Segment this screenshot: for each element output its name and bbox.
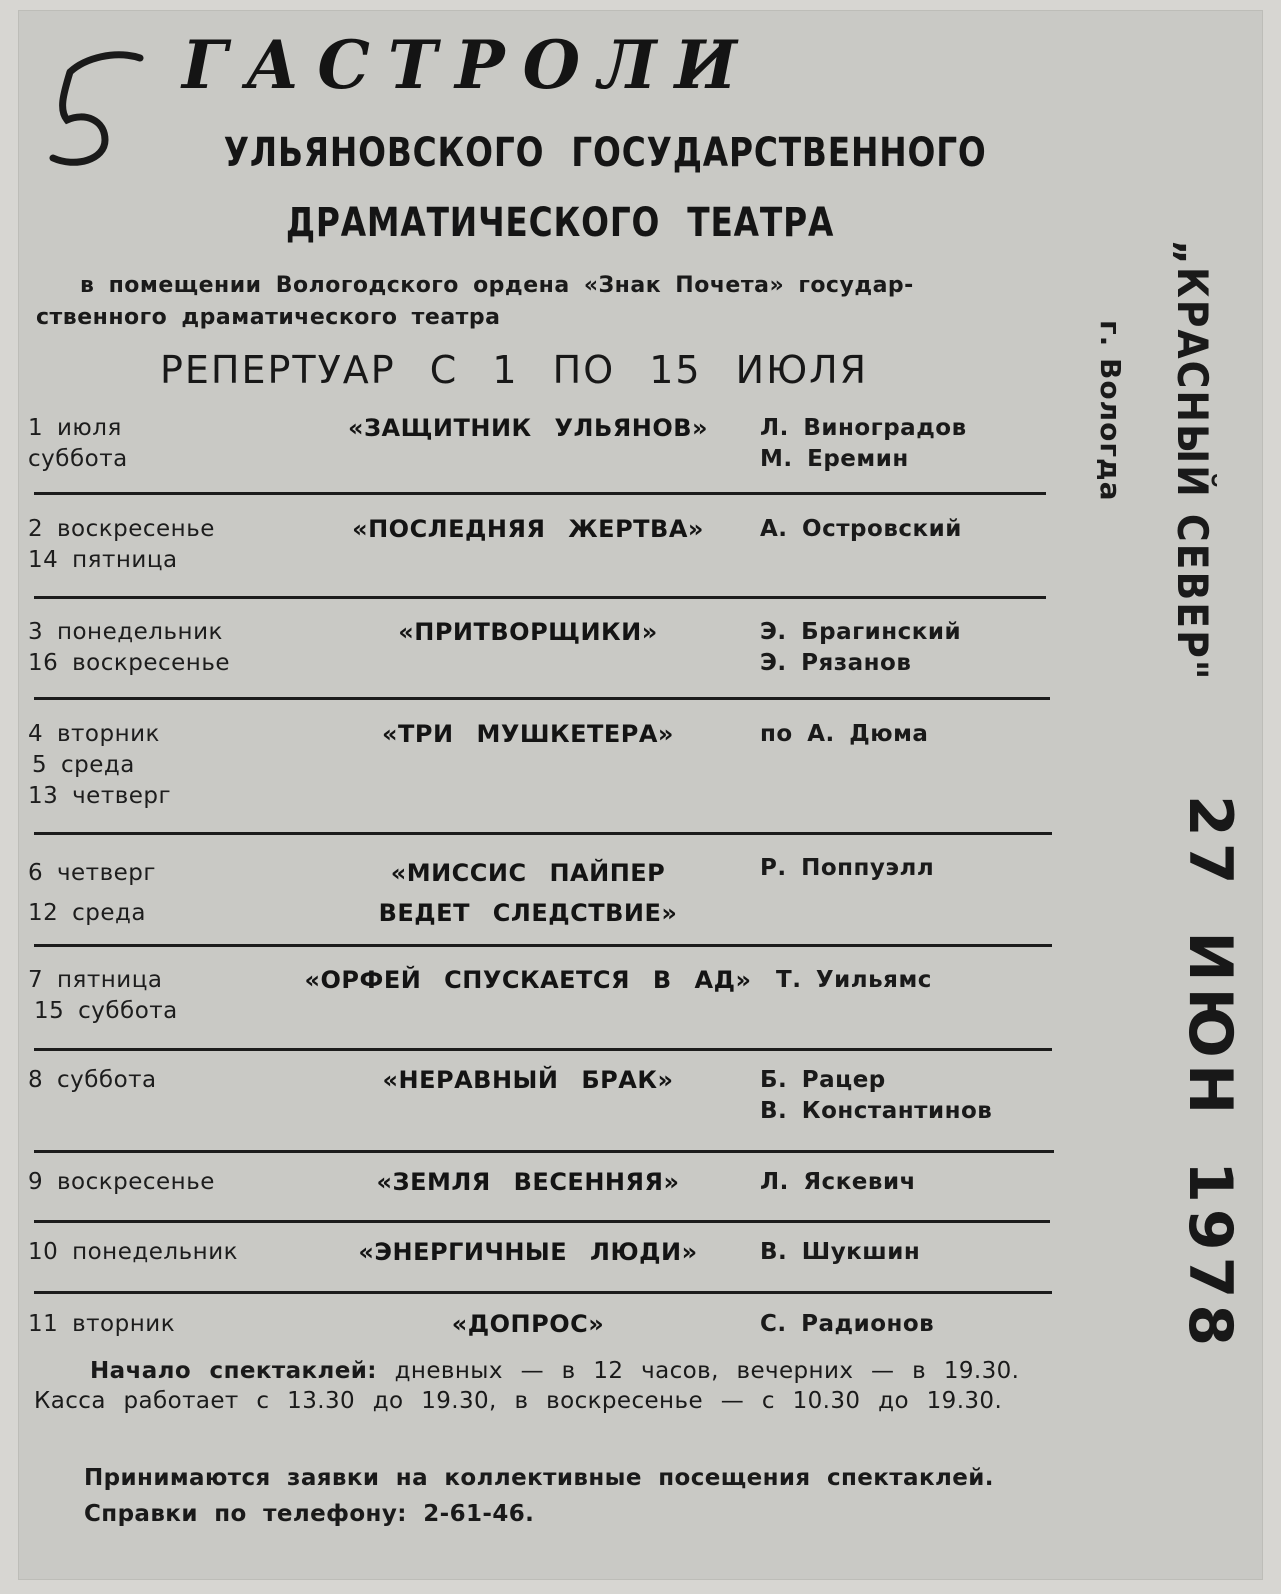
author-name: А. Островский [760,516,962,542]
performance-date: 5 среда [32,752,135,778]
start-label: Начало спектаклей: [90,1358,377,1384]
author-name: Б. Рацер [760,1067,886,1093]
author-name: С. Радионов [760,1311,935,1337]
start-text: дневных — в 12 часов, вечерних — в 19.30. Касса работает с 13.30 до 19.30, в воскресенье — с 10.30 до 19.30. [34,1358,1020,1414]
play-title-line: ВЕДЕТ СЛЕДСТВИЕ» [378,899,678,927]
handwritten-number-mark [45,40,155,170]
theatre-name-line1: УЛЬЯНОВСКОГО ГОСУДАРСТВЕННОГО [223,130,987,176]
newspaper-city: г. Вологда [1094,320,1127,502]
author-name: Т. Уильямс [776,967,932,993]
performance-date: 7 пятница [28,967,163,993]
performance-date: 10 понедельник [28,1239,239,1265]
performance-date: 9 воскресенье [28,1169,215,1195]
performance-date: 14 пятница [28,547,178,573]
performance-date: 1 июля [28,415,122,441]
orders-info [34,1460,1084,1532]
orders-text: Принимаются заявки на коллективные посещения спектаклей. [84,1465,994,1491]
author-name: Л. Виноградов [760,415,967,441]
phone-text: Справки по телефону: 2-61-46. [84,1501,535,1527]
play-title-line: «ЭНЕРГИЧНЫЕ ЛЮДИ» [358,1238,698,1266]
venue-text [36,270,1066,334]
date-stamp: 27 ИЮН 1978 [1175,795,1245,1353]
venue-line1: в помещении Вологодского ордена «Знак Почета» государ- [80,273,914,298]
performance-date: 2 воскресенье [28,516,215,542]
play-title-line: «МИССИС ПАЙПЕР [390,859,666,887]
play-title-line: «ТРИ МУШКЕТЕРА» [382,720,674,748]
play-title-line: «НЕРАВНЫЙ БРАК» [382,1066,674,1094]
venue-line2: ственного драматического театра [36,305,501,330]
play-title-line: «ЗАЩИТНИК УЛЬЯНОВ» [347,414,709,442]
performance-date: 16 воскресенье [28,650,231,676]
tour-title: ГАСТРОЛИ [182,26,755,104]
play-title-line: «ДОПРОС» [451,1310,605,1338]
performance-date: суббота [28,446,128,472]
performance-date: 13 четверг [28,783,172,809]
author-name: В. Константинов [760,1098,993,1124]
performance-date: 8 суббота [28,1067,157,1093]
performance-date: 12 среда [28,900,146,926]
performance-date: 11 вторник [28,1311,176,1337]
play-title-line: «ОРФЕЙ СПУСКАЕТСЯ В АД» [304,966,752,994]
author-name: Р. Поппуэлл [760,855,935,881]
play-title-line: «ПОСЛЕДНЯЯ ЖЕРТВА» [352,515,704,543]
author-name: Э. Брагинский [760,619,962,645]
newspaper-name: „КРАСНЫЙ СЕВЕР" [1168,240,1217,682]
author-name: по А. Дюма [760,721,929,747]
author-name: Э. Рязанов [760,650,912,676]
play-title-line: «ЗЕМЛЯ ВЕСЕННЯЯ» [376,1168,680,1196]
play-title-line: «ПРИТВОРЩИКИ» [398,618,658,646]
performance-date: 15 суббота [34,998,178,1024]
repertoire-heading: РЕПЕРТУАР С 1 ПО 15 ИЮЛЯ [160,348,869,392]
author-name: Л. Яскевич [760,1169,916,1195]
performance-times [34,1356,1064,1416]
author-name: В. Шукшин [760,1239,921,1265]
performance-date: 6 четверг [28,860,156,886]
author-name: М. Еремин [760,446,909,472]
performance-date: 3 понедельник [28,619,223,645]
newspaper-stamp [1094,230,1255,682]
theatre-name-line2: ДРАМАТИЧЕСКОГО ТЕАТРА [285,200,835,246]
performance-date: 4 вторник [28,721,160,747]
